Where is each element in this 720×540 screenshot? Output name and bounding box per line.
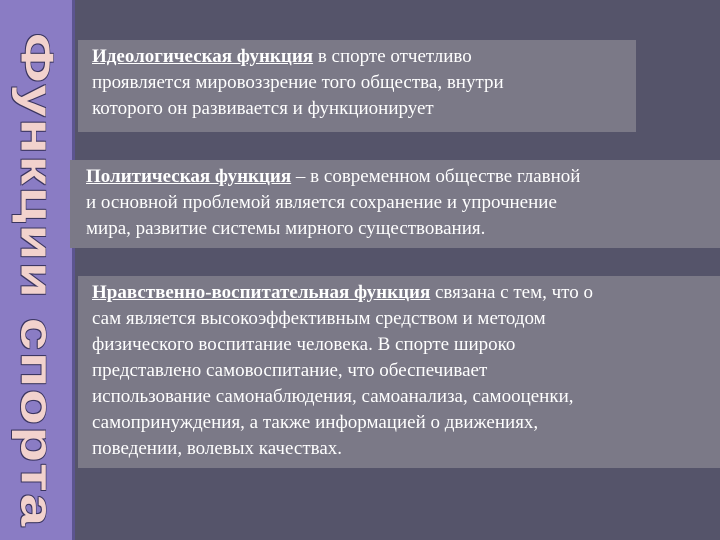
paragraph-line: самопринуждения, а также информацией о движениях, [92,412,539,433]
paragraph-political [70,160,720,248]
slide-title [2,32,70,528]
paragraph-line: и основной проблемой является сохранение и упрочнение [86,192,557,213]
paragraph-line [92,44,636,70]
paragraph-ideological [78,40,636,132]
paragraph-line: представлено самовоспитание, что обеспечивает [92,360,488,381]
paragraph-line: сам является высокоэффективным средством и методом [92,308,546,329]
term-ideological: Идеологическая функция [92,46,314,67]
paragraph-text: – в современном обществе главной [291,166,581,187]
paragraph-moral-educational [78,276,720,468]
paragraph-line: использование самонаблюдения, самоанализа, самооценки, [92,386,574,407]
paragraph-line: проявляется мировоззрение того общества, внутри [92,72,504,93]
paragraph-line: мира, развитие системы мирного существования. [86,218,486,239]
paragraph-line: физического воспитание человека. В спорте широко [92,334,516,355]
paragraph-line: которого он развивается и функционирует [92,98,434,119]
paragraph-line: поведении, волевых качествах. [92,438,343,459]
paragraph-line [92,280,720,306]
term-moral-educational: Нравственно-воспитательная функция [92,282,431,303]
paragraph-text: связана с тем, что о [430,282,593,303]
slide-title-text: Функции спорта [10,32,62,528]
paragraph-line [86,164,720,190]
sidebar [0,0,75,540]
paragraph-text: в спорте отчетливо [313,46,472,67]
term-political: Политическая функция [86,166,292,187]
